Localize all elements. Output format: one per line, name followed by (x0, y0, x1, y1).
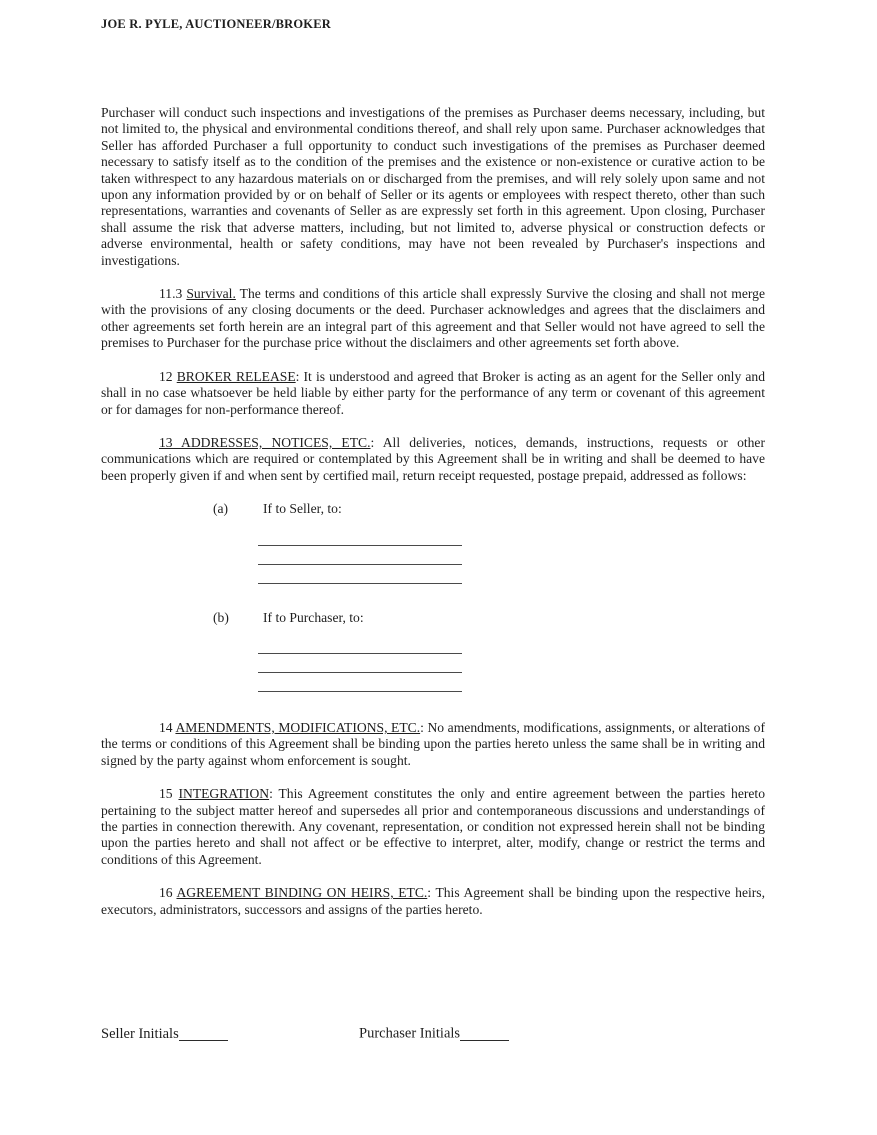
section-heading: Survival. (186, 286, 236, 302)
section-heading: INTEGRATION (178, 786, 270, 802)
section-body: : This Agreement constitutes the only and entire agreement between the parties hereto pertaining to the subject matter hereof and supersedes all prior and contemporaneous discussions and understandings of the parties in connection therewith. Any covenant, representation, or condition not expressed herein shall not be binding upon the parties hereto and shall not affect or be effective to interpret, alter, modify, change or restrict the terms and conditions of this Agreement. (101, 786, 765, 867)
address-blank-lines (258, 626, 765, 692)
address-item-label: (b) (213, 609, 229, 625)
address-block-seller (213, 501, 765, 583)
address-row (213, 610, 765, 626)
address-row (213, 501, 765, 517)
blank-line (258, 565, 462, 584)
section-number: 15 (159, 786, 179, 802)
section-heading: 13 ADDRESSES, NOTICES, ETC. (159, 434, 371, 450)
section-heading: AMENDMENTS, MODIFICATIONS, ETC. (175, 719, 421, 735)
section-body: The terms and conditions of this article shall expressly Survive the closing and shall not merge with the provisions of any closing documents or the deed. Purchaser acknowledges and agrees that the disclaimers and other agreements set forth herein are an integral part of this agreement and that Seller would not have agreed to sell the premises to Purchaser for the purchase price without the disclaimers and other agreements set forth above. (101, 286, 765, 351)
section-heading: BROKER RELEASE (176, 368, 296, 384)
address-item-label: (a) (213, 501, 229, 517)
initials-row (101, 1025, 765, 1043)
section-number: 16 (159, 885, 177, 901)
section-body: : All deliveries, notices, demands, instructions, requests or other communications which are required or contemplated by this Agreement shall be in writing and shall be deemed to have been properly given if and when sent by certified mail, return receipt requested, postage prepaid, addressed as follows: (101, 434, 765, 483)
blank-line (258, 654, 462, 673)
section-body: : No amendments, modifications, assignments, or alterations of the terms or conditions of this Agreement shall be binding upon the parties hereto unless the same shall be in writing and signed by the party against whom enforcement is sought. (101, 719, 765, 768)
section-14-amendments (101, 720, 765, 769)
purchaser-initials-label: Purchaser Initials (359, 1025, 461, 1042)
section-body: : This Agreement shall be binding upon the respective heirs, executors, administrators, successors and assigns of the parties hereto. (101, 885, 765, 917)
seller-initials (101, 1026, 228, 1042)
paragraph-inspections (101, 105, 765, 269)
section-number: 14 (159, 719, 176, 735)
document-header: JOE R. PYLE, AUCTIONEER/BROKER (101, 17, 331, 31)
section-11-3-survival (101, 286, 765, 352)
blank-line (258, 673, 462, 692)
blank-line (258, 527, 462, 546)
section-13-addresses-notices (101, 435, 765, 484)
address-item-text: If to Seller, to: (263, 501, 342, 517)
seller-initials-blank (179, 1025, 228, 1041)
section-body: : It is understood and agreed that Broker is acting as an agent for the Seller only and shall in no case whatsoever be held liable by either party for the performance of any term or covenant of this agreement or for damages for non-performance thereof. (101, 368, 765, 417)
address-item-text: If to Purchaser, to: (263, 609, 364, 625)
section-15-integration (101, 786, 765, 868)
blank-line (258, 546, 462, 565)
seller-initials-label: Seller Initials (101, 1025, 179, 1042)
address-blank-lines (258, 518, 765, 584)
section-number: 11.3 (159, 286, 187, 302)
purchaser-initials (359, 1025, 509, 1043)
address-block-purchaser (213, 610, 765, 692)
section-12-broker-release (101, 369, 765, 418)
blank-line (258, 635, 462, 654)
paragraph-text: Purchaser will conduct such inspections and investigations of the premises as Purchaser deems necessary, including, but not limited to, the physical and environmental conditions thereof, and shall rely upon same. Purchaser acknowledges that Seller has afforded Purchaser a full opportunity to conduct such investigations of the premises as Purchaser deemed necessary to satisfy itself as to the condition of the premises and the existence or non-existence or curative action to be taken withrespect to any hazardous materials on or discharged from the premises, and will rely solely upon same and not upon any information provided by or on behalf of Seller or its agents or employees with respect thereto, other than such representations, warranties and covenants of Seller as are expressly set forth in this agreement. Upon closing, Purchaser shall assume the risk that adverse matters, including, but not limited to, adverse physical or construction defects or adverse environmental, health or safety conditions, may have not been revealed by Purchaser's inspections and investigations. (101, 105, 765, 268)
purchaser-initials-blank (460, 1025, 509, 1041)
section-16-binding-on-heirs (101, 885, 765, 918)
section-heading: AGREEMENT BINDING ON HEIRS, ETC. (176, 885, 428, 901)
section-number: 12 (159, 368, 177, 384)
